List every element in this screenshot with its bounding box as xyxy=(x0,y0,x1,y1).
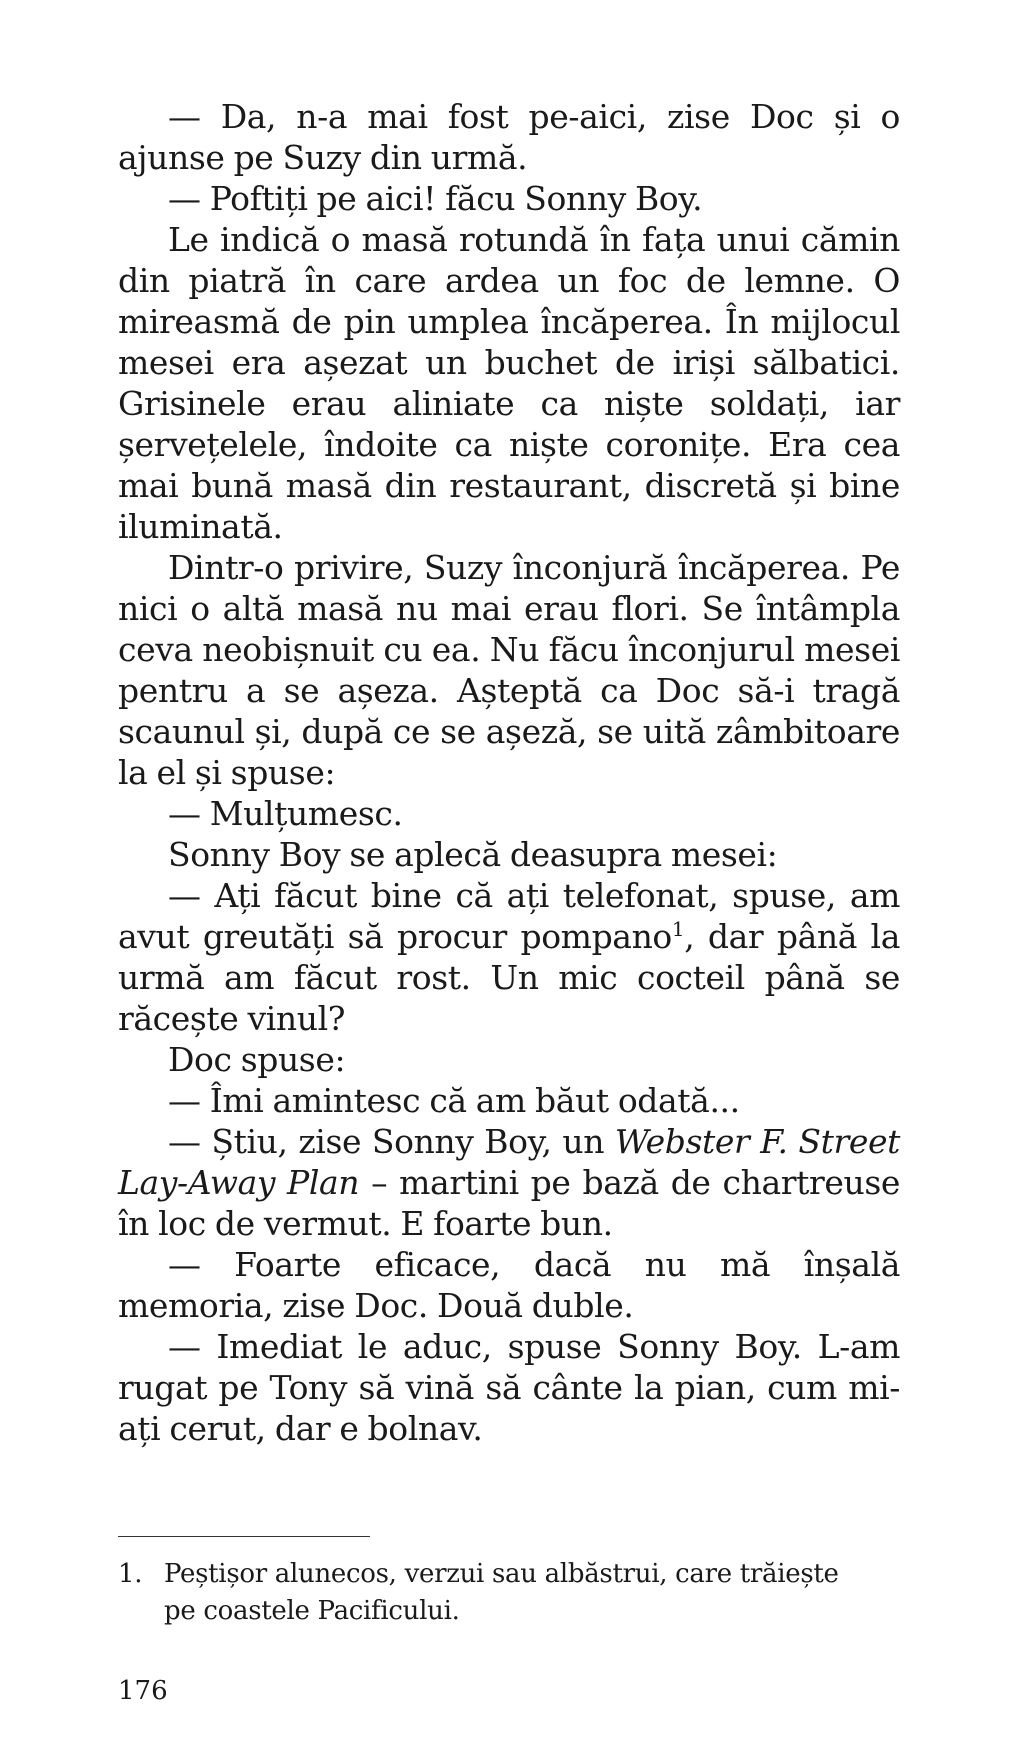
paragraph-text: – martini pe bază de chartreuse în loc de vermut. E foarte bun. xyxy=(118,1163,900,1243)
paragraph: Sonny Boy se aplecă deasupra mesei: xyxy=(168,835,778,874)
paragraph: — Foarte eficace, dacă nu mă înșală memoria, zise Doc. Două duble. xyxy=(118,1245,900,1325)
paragraph: — Imediat le aduc, spuse Sonny Boy. L-am rugat pe Tony să vină să cânte la pian, cum mi-ați cerut, dar e bolnav. xyxy=(118,1327,900,1448)
paragraph: — Mulțumesc. xyxy=(168,794,403,833)
paragraph: — Poftiți pe aici! făcu Sonny Boy. xyxy=(168,179,703,218)
footnote-divider xyxy=(118,1536,370,1537)
footnote-number: 1. xyxy=(118,1559,143,1589)
paragraph-text: — Ați făcut bine că ați telefonat, spuse, am avut greutăți să procur pompano xyxy=(118,876,900,956)
page-body xyxy=(118,96,900,1449)
paragraph-text: , dar până la urmă am făcut rost. Un mic cocteil până se răcește vinul? xyxy=(118,917,900,1038)
paragraph: — Îmi amintesc că am băut odată... xyxy=(168,1081,740,1120)
paragraph: — Da, n-a mai fost pe-aici, zise Doc și o ajunse pe Suzy din urmă. xyxy=(118,97,900,177)
paragraph-webster xyxy=(118,1121,900,1244)
footnote-reference: 1 xyxy=(671,917,685,941)
paragraph-pompano xyxy=(118,875,900,1039)
paragraph: Le indică o masă rotundă în fața unui cămin din piatră în care ardea un foc de lemne. O mireasmă de pin umplea încăperea. În mijlocul mesei era așezat un buchet de iriși sălbatici. Grisinele erau aliniate ca niște soldați, iar șervețelele, îndoite ca niște coronițe. Era cea mai bună masă din restaurant, discretă și bine iluminată. xyxy=(118,220,900,546)
paragraph: Dintr-o privire, Suzy înconjură încăperea. Pe nici o altă masă nu mai erau flori. Se întâmpla ceva neobișnuit cu ea. Nu făcu înconjurul mesei pentru a se așeza. Așteptă ca Doc să-i tragă scaunul și, după ce se așeză, se uită zâmbitoare la el și spuse: xyxy=(118,548,900,792)
paragraph: Doc spuse: xyxy=(168,1040,346,1079)
paragraph-text: — Știu, zise Sonny Boy, un xyxy=(168,1122,615,1161)
footnote-text-continued: pe coastele Pacificului. xyxy=(164,1596,460,1626)
page-number: 176 xyxy=(118,1676,168,1706)
footnote-line xyxy=(118,1556,900,1593)
footnote xyxy=(118,1556,900,1630)
italic-cocktail-name: Webster F. Street Lay-Away Plan xyxy=(118,1122,900,1202)
footnote-text: Peștișor alunecos, verzui sau albăstrui, care trăiește xyxy=(164,1559,839,1589)
